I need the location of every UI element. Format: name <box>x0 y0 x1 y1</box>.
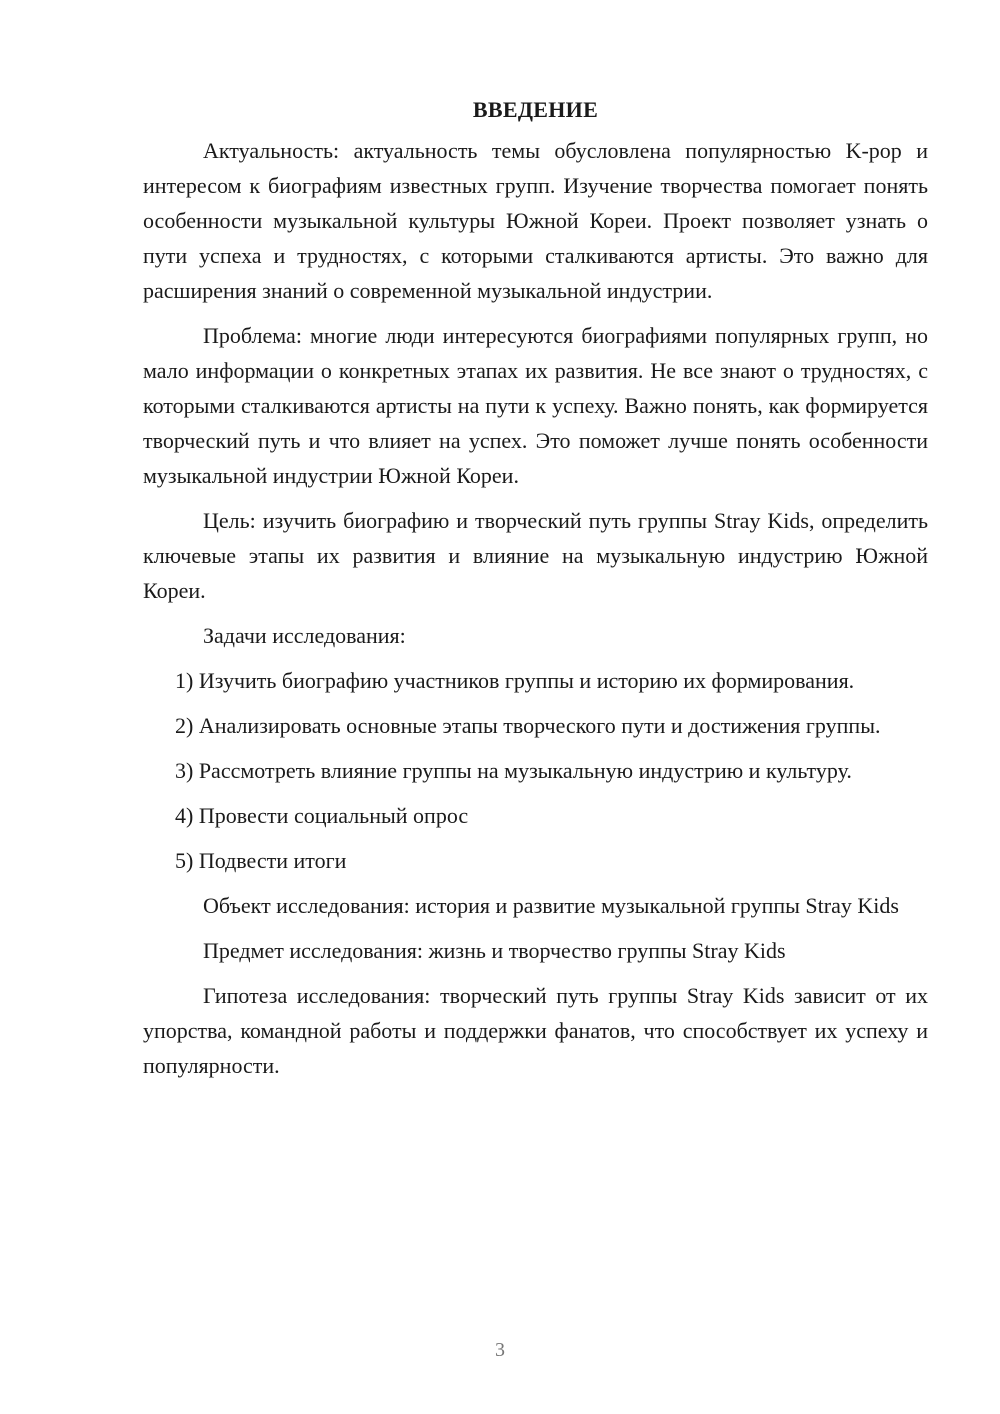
hypothesis-paragraph: Гипотеза исследования: творческий путь группы Stray Kids зависит от их упорства, командной работы и поддержки фанатов, что способствует их успеху и популярности. <box>143 983 928 1078</box>
goal-paragraph: Цель: изучить биографию и творческий путь группы Stray Kids, определить ключевые этапы их развития и влияние на музыкальную индустрию Южной Кореи. <box>143 508 928 603</box>
subject-paragraph: Предмет исследования: жизнь и творчество группы Stray Kids <box>203 938 786 963</box>
task-item: 3) Рассмотреть влияние группы на музыкальную индустрию и культуру. <box>175 758 852 783</box>
task-item: 4) Провести социальный опрос <box>175 803 469 828</box>
tasks-heading: Задачи исследования: <box>203 623 406 648</box>
problem-paragraph: Проблема: многие люди интересуются биографиями популярных групп, но мало информации о конкретных этапах их развития. Не все знают о трудностях, с которыми сталкиваются артисты на пути к успеху. Важно понять, как формируется творческий путь и что влияет на успех. Это поможет лучше понять особенности музыкальной индустрии Южной Кореи. <box>143 323 928 488</box>
document-body <box>143 92 928 1093</box>
page-number: 3 <box>495 1339 505 1361</box>
relevance-paragraph: Актуальность: актуальность темы обусловлена популярностью K-pop и интересом к биографиям известных групп. Изучение творчества помогает понять особенности музыкальной культуры Южной Кореи. Проект позволяет узнать о пути успеха и трудностях, с которыми сталкиваются артисты. Это важно для расширения знаний о современной музыкальной индустрии. <box>143 138 928 303</box>
task-item: 1) Изучить биографию участников группы и историю их формирования. <box>175 668 855 693</box>
task-item: 5) Подвести итоги <box>175 848 347 873</box>
task-item: 2) Анализировать основные этапы творческого пути и достижения группы. <box>175 713 881 738</box>
object-paragraph: Объект исследования: история и развитие музыкальной группы Stray Kids <box>203 893 899 918</box>
page-title: ВВЕДЕНИЕ <box>472 97 599 122</box>
